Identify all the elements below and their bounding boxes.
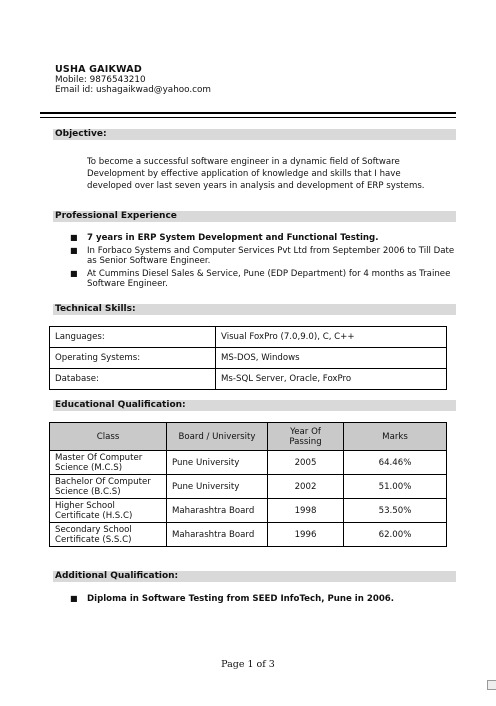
email-address: Email id: ushagaikwad@yahoo.com (55, 85, 211, 95)
objective-text: To become a successful software engineer in a dynamic field of Software Development by effective application of knowledge and skills that I have developed over last seven years in analysis and development of ERP systems. (87, 157, 425, 191)
bullet-icon: ■ (70, 233, 78, 242)
edu-year: 1996 (268, 523, 344, 547)
edu-marks: 62.00% (344, 523, 447, 547)
edu-class: Bachelor Of Computer Science (B.C.S) (50, 475, 167, 499)
resize-handle-icon[interactable] (487, 680, 496, 690)
table-row (50, 523, 447, 547)
table-row (50, 475, 447, 499)
table-row (50, 451, 447, 475)
column-header-board: Board / University (167, 423, 268, 451)
education-table (49, 422, 447, 547)
additional-list (70, 594, 455, 607)
mobile-number: Mobile: 9876543210 (55, 75, 146, 85)
bullet-icon: ■ (70, 594, 78, 603)
column-header-class: Class (50, 423, 167, 451)
experience-item-text: In Forbaco Systems and Computer Services Pvt Ltd from September 2006 to Till Date as Senior Software Engineer. (87, 246, 455, 266)
header-divider-thin (40, 117, 456, 118)
edu-year: 2005 (268, 451, 344, 475)
header-divider-thick (40, 112, 456, 114)
page-number: Page 1 of 3 (221, 659, 275, 670)
table-row (50, 369, 447, 390)
candidate-name: USHA GAIKWAD (55, 64, 142, 75)
edu-class: Higher School Certificate (H.S.C) (50, 499, 167, 523)
edu-marks: 64.46% (344, 451, 447, 475)
bullet-icon: ■ (70, 269, 78, 278)
skill-value: Ms-SQL Server, Oracle, FoxPro (216, 369, 447, 390)
skill-label: Languages: (50, 327, 216, 348)
column-header-marks: Marks (344, 423, 447, 451)
edu-class: Secondary School Certificate (S.S.C) (50, 523, 167, 547)
edu-board: Pune University (167, 451, 268, 475)
column-header-year: Year Of Passing (268, 423, 344, 451)
table-row (50, 327, 447, 348)
section-education-heading: Educational Qualification: (53, 400, 456, 411)
section-objective-heading: Objective: (53, 129, 456, 140)
edu-year: 1998 (268, 499, 344, 523)
table-row (50, 499, 447, 523)
skill-label: Operating Systems: (50, 348, 216, 369)
edu-class: Master Of Computer Science (M.C.S) (50, 451, 167, 475)
list-item (70, 246, 455, 266)
list-item (70, 269, 455, 289)
skill-value: MS-DOS, Windows (216, 348, 447, 369)
additional-item-text: Diploma in Software Testing from SEED InfoTech, Pune in 2006. (87, 594, 395, 604)
edu-board: Maharashtra Board (167, 499, 268, 523)
skill-value: Visual FoxPro (7.0,9.0), C, C++ (216, 327, 447, 348)
table-row (50, 348, 447, 369)
edu-board: Maharashtra Board (167, 523, 268, 547)
list-item (70, 594, 455, 604)
list-item (70, 233, 455, 243)
bullet-icon: ■ (70, 246, 78, 255)
skills-table (49, 326, 447, 390)
edu-marks: 51.00% (344, 475, 447, 499)
experience-list (70, 233, 455, 292)
edu-year: 2002 (268, 475, 344, 499)
skill-label: Database: (50, 369, 216, 390)
table-header-row (50, 423, 447, 451)
experience-item-text: At Cummins Diesel Sales & Service, Pune (EDP Department) for 4 months as Trainee Software Engineer. (87, 269, 451, 289)
section-experience-heading: Professional Experience (53, 211, 456, 222)
section-additional-heading: Additional Qualification: (53, 571, 456, 582)
section-skills-heading: Technical Skills: (53, 304, 456, 315)
edu-board: Pune University (167, 475, 268, 499)
edu-marks: 53.50% (344, 499, 447, 523)
experience-item-text: 7 years in ERP System Development and Functional Testing. (87, 233, 379, 243)
